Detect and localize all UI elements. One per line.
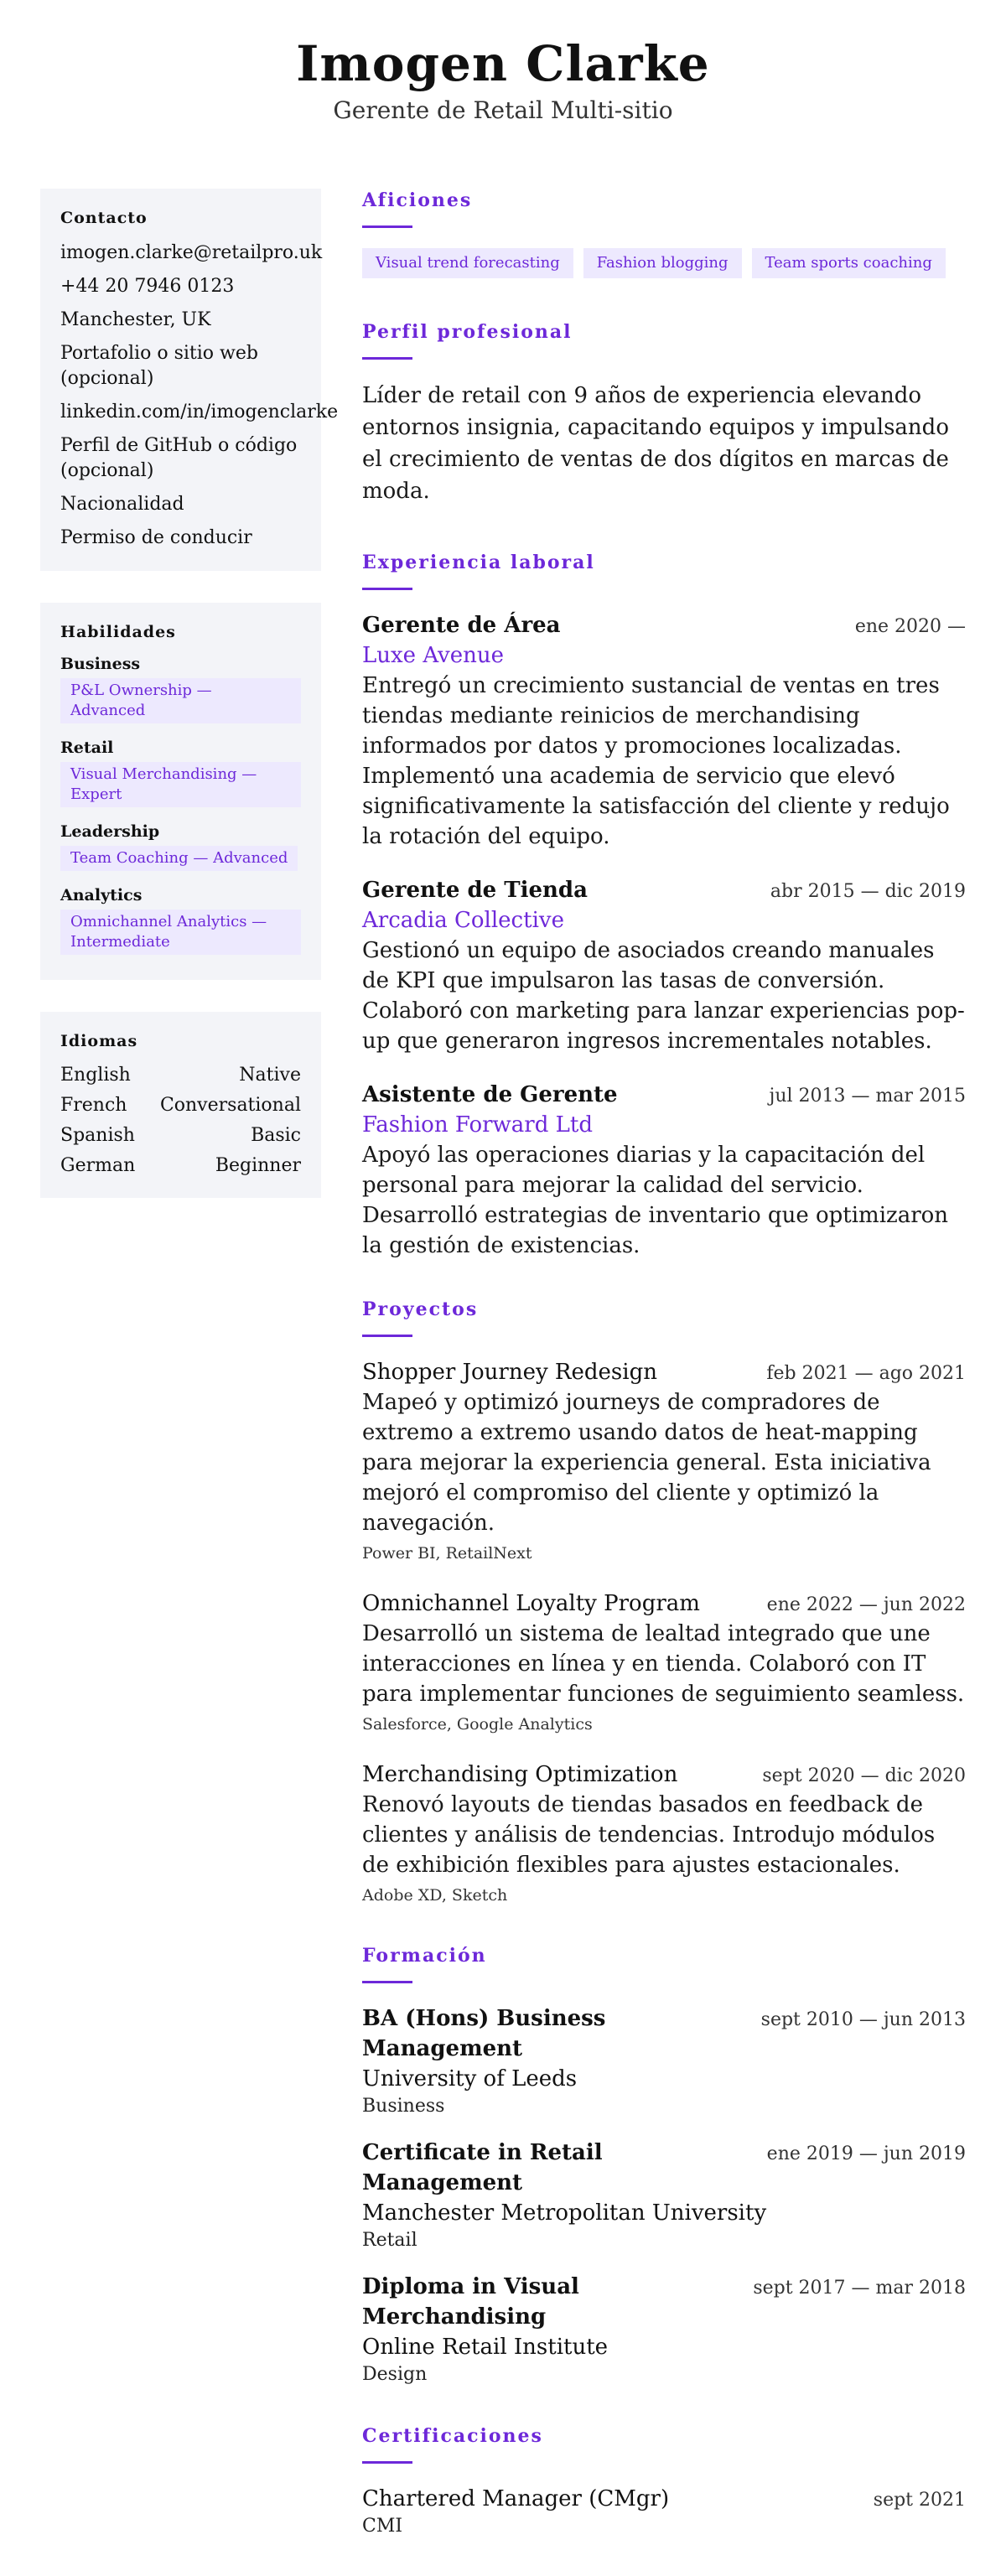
- project-description: Mapeó y optimizó journeys de compradores de extremo a extremo usando datos de heat-mapping para mejorar la experiencia general. Esta iniciativa mejoró el compromiso del cliente y optimizó la navegación.: [362, 1390, 931, 1536]
- contact-panel: [40, 189, 339, 571]
- skill-group: [60, 822, 301, 876]
- experience-section: [362, 551, 966, 1261]
- job-entry: [362, 610, 966, 852]
- project-dates: ene 2022 — jun 2022: [766, 1594, 966, 1615]
- hobbies-heading: Aficiones: [362, 189, 473, 211]
- job-title: Gerente de Tienda: [362, 878, 588, 903]
- job-company: Arcadia Collective: [362, 908, 564, 933]
- project-name: Omnichannel Loyalty Program: [362, 1591, 700, 1616]
- hobby-list: [362, 248, 966, 278]
- contact-heading: Contacto: [60, 209, 148, 227]
- section-divider: [362, 225, 412, 228]
- section-divider: [362, 2461, 412, 2464]
- skills-panel: [40, 603, 321, 980]
- project-description: Desarrolló un sistema de lealtad integrado que une interacciones en línea y en tienda. Colaboró con IT para implementar funciones de seguimiento seamless.: [362, 1621, 965, 1707]
- job-dates: abr 2015 — dic 2019: [770, 881, 966, 902]
- skills-heading: Habilidades: [60, 623, 176, 641]
- hobby-chip: Team sports coaching: [752, 248, 946, 278]
- job-description: Entregó un crecimiento sustancial de ventas en tres tiendas mediante reinicios de merchandising informados por datos y promociones localizadas. Implementó una academia de servicio que elevó significativamente la satisfacción del cliente y redujo la rotación del equipo.: [362, 673, 950, 849]
- certification-date: sept 2021: [873, 2490, 966, 2511]
- certification-issuer: CMI: [362, 2516, 403, 2537]
- education-entry: [362, 2272, 966, 2387]
- degree-name: Diploma in Visual Merchandising: [362, 2274, 579, 2330]
- education-entry: [362, 2003, 966, 2119]
- job-company: Fashion Forward Ltd: [362, 1112, 593, 1138]
- education-entry: [362, 2138, 966, 2253]
- skill-group: [60, 739, 301, 812]
- project-entry: [362, 1357, 966, 1565]
- section-divider: [362, 588, 412, 590]
- skill-group: [60, 655, 301, 728]
- certification-name: Chartered Manager (CMgr): [362, 2486, 670, 2511]
- contact-location: Manchester, UK: [60, 309, 211, 330]
- languages-panel: [40, 1012, 321, 1198]
- study-field: Retail: [362, 2230, 417, 2251]
- study-field: Design: [362, 2364, 428, 2385]
- projects-section: [362, 1298, 966, 1907]
- project-name: Merchandising Optimization: [362, 1762, 678, 1787]
- project-tech: Adobe XD, Sketch: [362, 1886, 508, 1905]
- job-dates: ene 2020 —: [854, 616, 966, 637]
- hobbies-section: [362, 189, 966, 278]
- hobby-chip: Fashion blogging: [583, 248, 742, 278]
- skill-category: Retail: [60, 739, 114, 757]
- section-divider: [362, 357, 412, 360]
- main-column: [362, 189, 966, 2576]
- skill-chip: Visual Merchandising — Expert: [60, 762, 301, 807]
- section-divider: [362, 1335, 412, 1337]
- skill-chip: Team Coaching — Advanced: [60, 846, 298, 871]
- degree-name: BA (Hons) Business Management: [362, 2006, 606, 2061]
- language-row: [60, 1154, 301, 1178]
- person-title: Gerente de Retail Multi-sitio: [333, 96, 673, 124]
- education-dates: sept 2017 — mar 2018: [753, 2278, 966, 2299]
- language-level: Basic: [251, 1125, 301, 1146]
- language-name: French: [60, 1095, 127, 1116]
- project-dates: feb 2021 — ago 2021: [766, 1363, 966, 1384]
- resume-header: [0, 0, 1006, 126]
- project-name: Shopper Journey Redesign: [362, 1360, 657, 1385]
- language-name: Spanish: [60, 1125, 135, 1146]
- language-row: [60, 1064, 301, 1087]
- school-name: Manchester Metropolitan University: [362, 2200, 767, 2226]
- degree-name: Certificate in Retail Management: [362, 2140, 603, 2195]
- certifications-section: [362, 2424, 966, 2539]
- language-level: Native: [239, 1065, 301, 1086]
- project-description: Renovó layouts de tiendas basados en feedback de clientes y análisis de tendencias. Introdujo módulos de exhibición flexibles para ajustes estacionales.: [362, 1792, 936, 1878]
- job-description: Apoyó las operaciones diarias y la capacitación del personal para mejorar la calidad del servicio. Desarrolló estrategias de inventario que optimizaron la gestión de existencias.: [362, 1143, 949, 1258]
- skill-group: [60, 886, 301, 960]
- project-dates: sept 2020 — dic 2020: [762, 1765, 966, 1786]
- skill-chip: Omnichannel Analytics — Intermediate: [60, 910, 301, 955]
- projects-heading: Proyectos: [362, 1298, 479, 1320]
- contact-github: Perfil de GitHub o código (opcional): [60, 435, 298, 481]
- education-section: [362, 1944, 966, 2387]
- project-entry: [362, 1589, 966, 1736]
- education-heading: Formación: [362, 1945, 487, 1967]
- language-level: Beginner: [215, 1155, 301, 1176]
- job-entry: [362, 875, 966, 1056]
- job-description: Gestionó un equipo de asociados creando manuales de KPI que impulsaron las tasas de conversión. Colaboró con marketing para lanzar experiencias pop-up que generaron ingresos incrementales notables.: [362, 938, 965, 1054]
- experience-heading: Experiencia laboral: [362, 552, 595, 573]
- contact-portfolio: Portafolio o sitio web (opcional): [60, 343, 258, 389]
- language-name: English: [60, 1065, 131, 1086]
- project-tech: Salesforce, Google Analytics: [362, 1715, 593, 1734]
- job-title: Gerente de Área: [362, 613, 561, 638]
- education-dates: sept 2010 — jun 2013: [760, 2009, 966, 2030]
- profile-summary: Líder de retail con 9 años de experiencia elevando entornos insignia, capacitando equipos y impulsando el crecimiento de ventas de dos dígitos en marcas de moda.: [362, 383, 949, 504]
- school-name: Online Retail Institute: [362, 2335, 609, 2360]
- profile-heading: Perfil profesional: [362, 321, 573, 343]
- section-divider: [362, 1981, 412, 1983]
- sidebar: [40, 189, 339, 1230]
- contact-phone[interactable]: +44 20 7946 0123: [60, 276, 235, 297]
- profile-section: [362, 320, 966, 507]
- skill-category: Leadership: [60, 822, 160, 841]
- certifications-heading: Certificaciones: [362, 2425, 543, 2447]
- project-entry: [362, 1760, 966, 1907]
- skill-category: Analytics: [60, 886, 143, 904]
- skill-category: Business: [60, 655, 141, 673]
- person-name: Imogen Clarke: [296, 35, 710, 92]
- contact-email[interactable]: imogen.clarke@retailpro.uk: [60, 242, 323, 263]
- education-dates: ene 2019 — jun 2019: [766, 2143, 966, 2164]
- job-company: Luxe Avenue: [362, 643, 504, 668]
- certification-entry: [362, 2484, 966, 2539]
- study-field: Business: [362, 2096, 445, 2117]
- language-level: Conversational: [159, 1095, 301, 1116]
- language-row: [60, 1124, 301, 1148]
- school-name: University of Leeds: [362, 2066, 578, 2091]
- contact-nationality: Nacionalidad: [60, 494, 184, 515]
- job-title: Asistente de Gerente: [362, 1082, 618, 1107]
- language-name: German: [60, 1155, 136, 1176]
- project-tech: Power BI, RetailNext: [362, 1544, 532, 1563]
- contact-linkedin[interactable]: linkedin.com/in/imogenclarke: [60, 402, 339, 422]
- job-dates: jul 2013 — mar 2015: [769, 1086, 966, 1107]
- contact-license: Permiso de conducir: [60, 527, 252, 548]
- languages-heading: Idiomas: [60, 1032, 138, 1050]
- skill-chip: P&L Ownership — Advanced: [60, 678, 301, 723]
- hobby-chip: Visual trend forecasting: [362, 248, 573, 278]
- language-row: [60, 1094, 301, 1117]
- job-entry: [362, 1080, 966, 1261]
